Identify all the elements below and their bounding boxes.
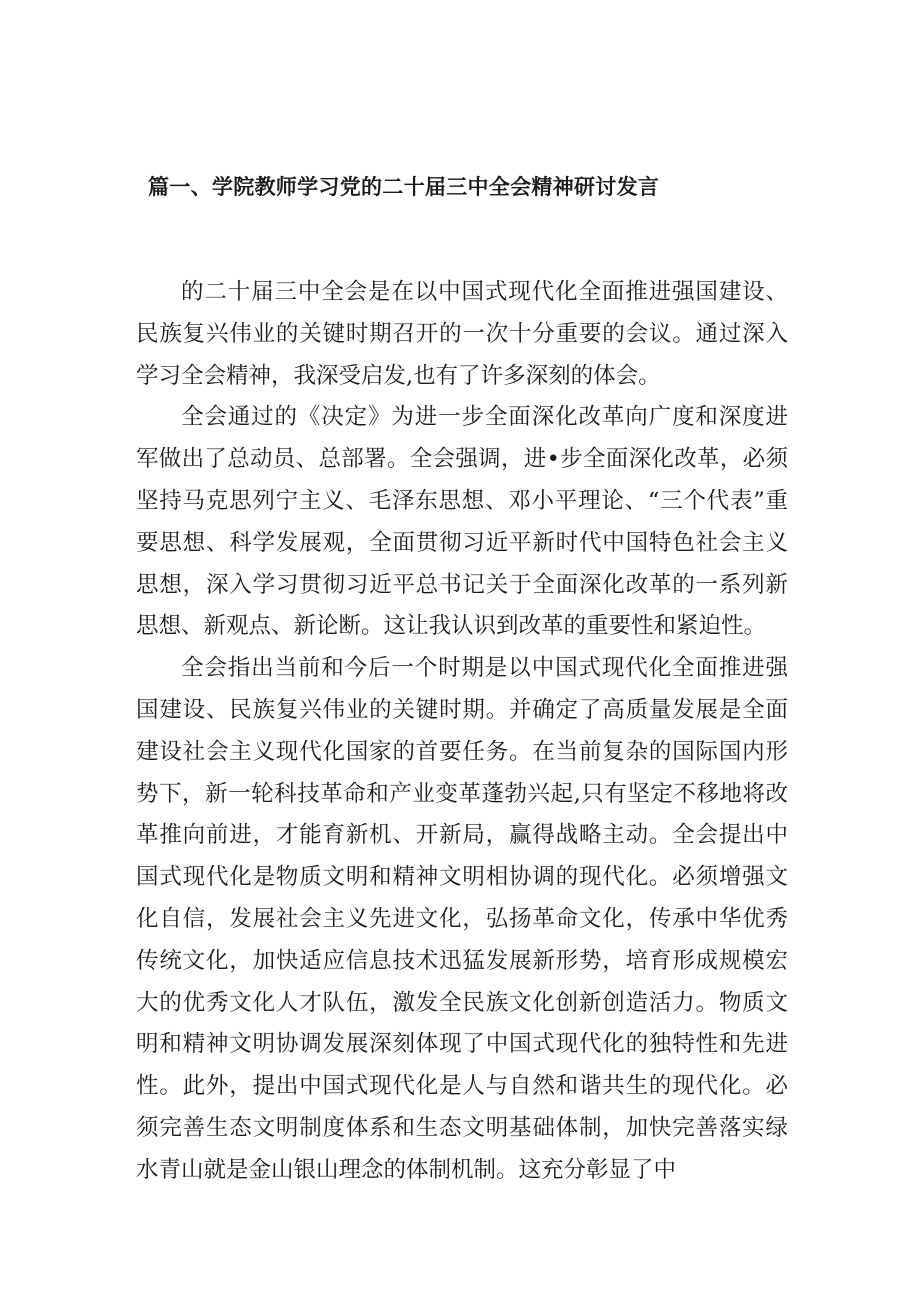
document-body [136,272,788,1192]
paragraph-1: 的二十届三中全会是在以中国式现代化全面推进强国建设、民族复兴伟业的关键时期召开的一次十分重要的会议。通过深入学习全会精神，我深受启发,也有了许多深刻的体会。 [136,279,788,389]
document-title: 篇一、学院教师学习党的二十届三中全会精神研讨发言 [148,175,660,199]
paragraph-2: 全会通过的《决定》为进一步全面深化改革向广度和深度进军做出了总动员、总部署。全会强调，进•步全面深化改革，必须坚持马克思列宁主义、毛泽东思想、邓小平理论、“三个代表”重要思想、科学发展观，全面贯彻习近平新时代中国特色社会主义思想，深入学习贯彻习近平总书记关于全面深化改革的一系列新思想、新观点、新论断。这让我认识到改革的重要性和紧迫性。 [136,404,788,640]
paragraph-3: 全会指出当前和今后一个时期是以中国式现代化全面推进强国建设、民族复兴伟业的关键时期。并确定了高质量发展是全面建设社会主义现代化国家的首要任务。在当前复杂的国际国内形势下，新一轮科技革命和产业变革蓬勃兴起,只有坚定不移地将改革推向前进，才能育新机、开新局，赢得战略主动。全会提出中国式现代化是物质文明和精神文明相协调的现代化。必须增强文化自信，发展社会主义先进文化，弘扬革命文化，传承中华优秀传统文化，加快适应信息技术迅猛发展新形势，培育形成规模宏大的优秀文化人才队伍，激发全民族文化创新创造活力。物质文明和精神文明协调发展深刻体现了中国式现代化的独特性和先进性。此外，提出中国式现代化是人与自然和谐共生的现代化。必须完善生态文明制度体系和生态文明基础体制，加快完善落实绿水青山就是金山银山理念的体制机制。这充分彰显了中 [136,655,788,1183]
